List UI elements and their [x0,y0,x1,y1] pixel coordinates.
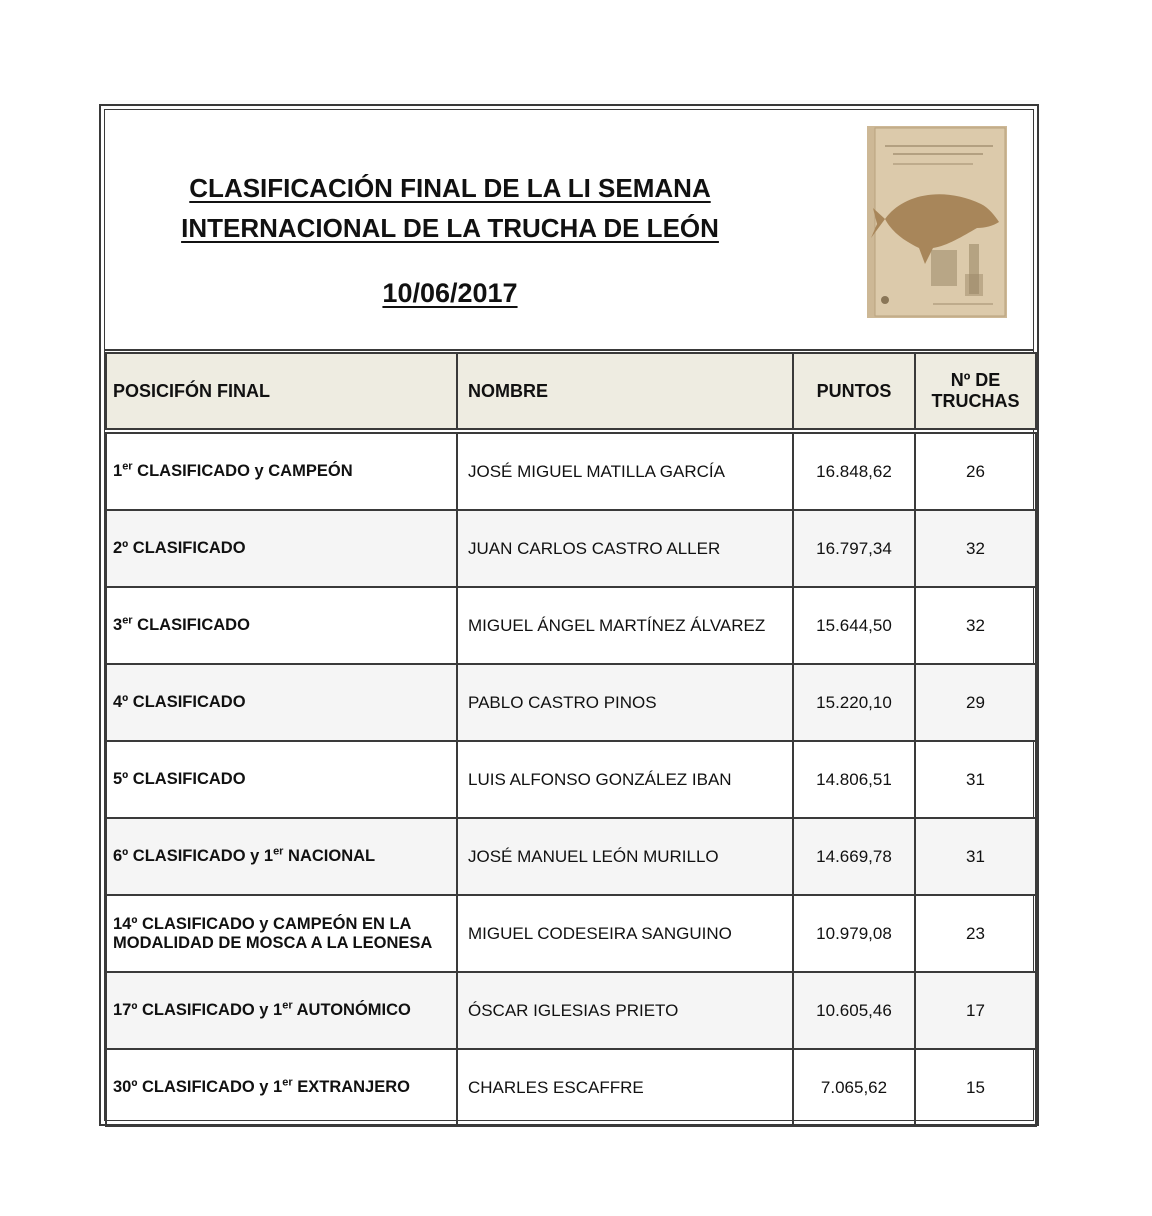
points-cell: 15.644,50 [793,587,915,664]
title-line-2: INTERNACIONAL DE LA TRUCHA DE LEÓN [181,213,719,243]
name-cell: JOSÉ MIGUEL MATILLA GARCÍA [457,433,793,510]
document-inner [104,109,1034,1121]
points-cell: 16.848,62 [793,433,915,510]
name-cell: MIGUEL ÁNGEL MARTÍNEZ ÁLVAREZ [457,587,793,664]
table-header-row [106,353,1036,429]
position-ordinal-suffix: er [122,460,133,473]
position-ordinal-suffix: er [282,999,293,1012]
table-row [106,433,1036,510]
name-cell: CHARLES ESCAFFRE [457,1049,793,1126]
position-ordinal-suffix: er [273,845,284,858]
col-header-name: NOMBRE [457,353,793,429]
position-cell [106,510,457,587]
points-cell: 14.806,51 [793,741,915,818]
name-cell: MIGUEL CODESEIRA SANGUINO [457,895,793,972]
position-cell [106,664,457,741]
trout-count-cell: 17 [915,972,1036,1049]
position-text-suffix: AUTONÓMICO [292,1001,411,1019]
table-row [106,664,1036,741]
position-text: 5º CLASIFICADO [113,770,246,788]
points-cell: 14.669,78 [793,818,915,895]
position-text: 4º CLASIFICADO [113,693,246,711]
header-section [105,110,1033,351]
points-cell: 7.065,62 [793,1049,915,1126]
trout-count-cell: 29 [915,664,1036,741]
position-cell [106,972,457,1049]
trout-count-cell: 31 [915,818,1036,895]
trout-count-cell: 15 [915,1049,1036,1126]
classification-table [105,352,1037,1127]
date: 10/06/2017 [382,278,518,308]
table-row [106,895,1036,972]
position-text-suffix: EXTRANJERO [292,1078,410,1096]
points-cell: 10.605,46 [793,972,915,1049]
cover-logo [881,296,889,304]
book-cover-image [863,124,1011,320]
position-text-suffix: CLASIFICADO y CAMPEÓN [132,462,353,480]
table-row [106,972,1036,1049]
points-cell: 15.220,10 [793,664,915,741]
position-text: 30º CLASIFICADO y 1 [113,1078,283,1096]
position-cell [106,741,457,818]
position-ordinal-suffix: er [122,614,133,627]
position-text: 17º CLASIFICADO y 1 [113,1001,283,1019]
position-text: 2º CLASIFICADO [113,539,246,557]
trout-count-cell: 32 [915,510,1036,587]
table-row [106,741,1036,818]
name-cell: ÓSCAR IGLESIAS PRIETO [457,972,793,1049]
document-frame [99,104,1039,1126]
position-text-suffix: NACIONAL [283,847,376,865]
trout-count-cell: 23 [915,895,1036,972]
position-text: 6º CLASIFICADO y 1 [113,847,274,865]
table-row [106,1049,1036,1126]
table-row [106,510,1036,587]
position-cell [106,895,457,972]
name-cell: JOSÉ MANUEL LEÓN MURILLO [457,818,793,895]
position-text: 14º CLASIFICADO y CAMPEÓN EN LA MODALIDAD DE MOSCA A LA LEONESA [113,914,433,952]
position-text: 3 [113,616,123,634]
col-header-position: POSICIFÓN FINAL [106,353,457,429]
name-cell: JUAN CARLOS CASTRO ALLER [457,510,793,587]
position-cell [106,587,457,664]
table-row [106,587,1036,664]
position-text-suffix: CLASIFICADO [132,616,250,634]
trout-count-cell: 32 [915,587,1036,664]
name-cell: PABLO CASTRO PINOS [457,664,793,741]
table-row [106,818,1036,895]
position-cell [106,433,457,510]
points-cell: 16.797,34 [793,510,915,587]
position-cell [106,1049,457,1126]
position-text: 1 [113,462,123,480]
trout-count-cell: 31 [915,741,1036,818]
col-header-points: PUNTOS [793,353,915,429]
trout-count-cell: 26 [915,433,1036,510]
name-cell: LUIS ALFONSO GONZÁLEZ IBAN [457,741,793,818]
position-ordinal-suffix: er [282,1076,293,1089]
position-cell [106,818,457,895]
title-line-1: CLASIFICACIÓN FINAL DE LA LI SEMANA [189,173,711,203]
col-header-trout-count: Nº DE TRUCHAS [915,353,1036,429]
points-cell: 10.979,08 [793,895,915,972]
